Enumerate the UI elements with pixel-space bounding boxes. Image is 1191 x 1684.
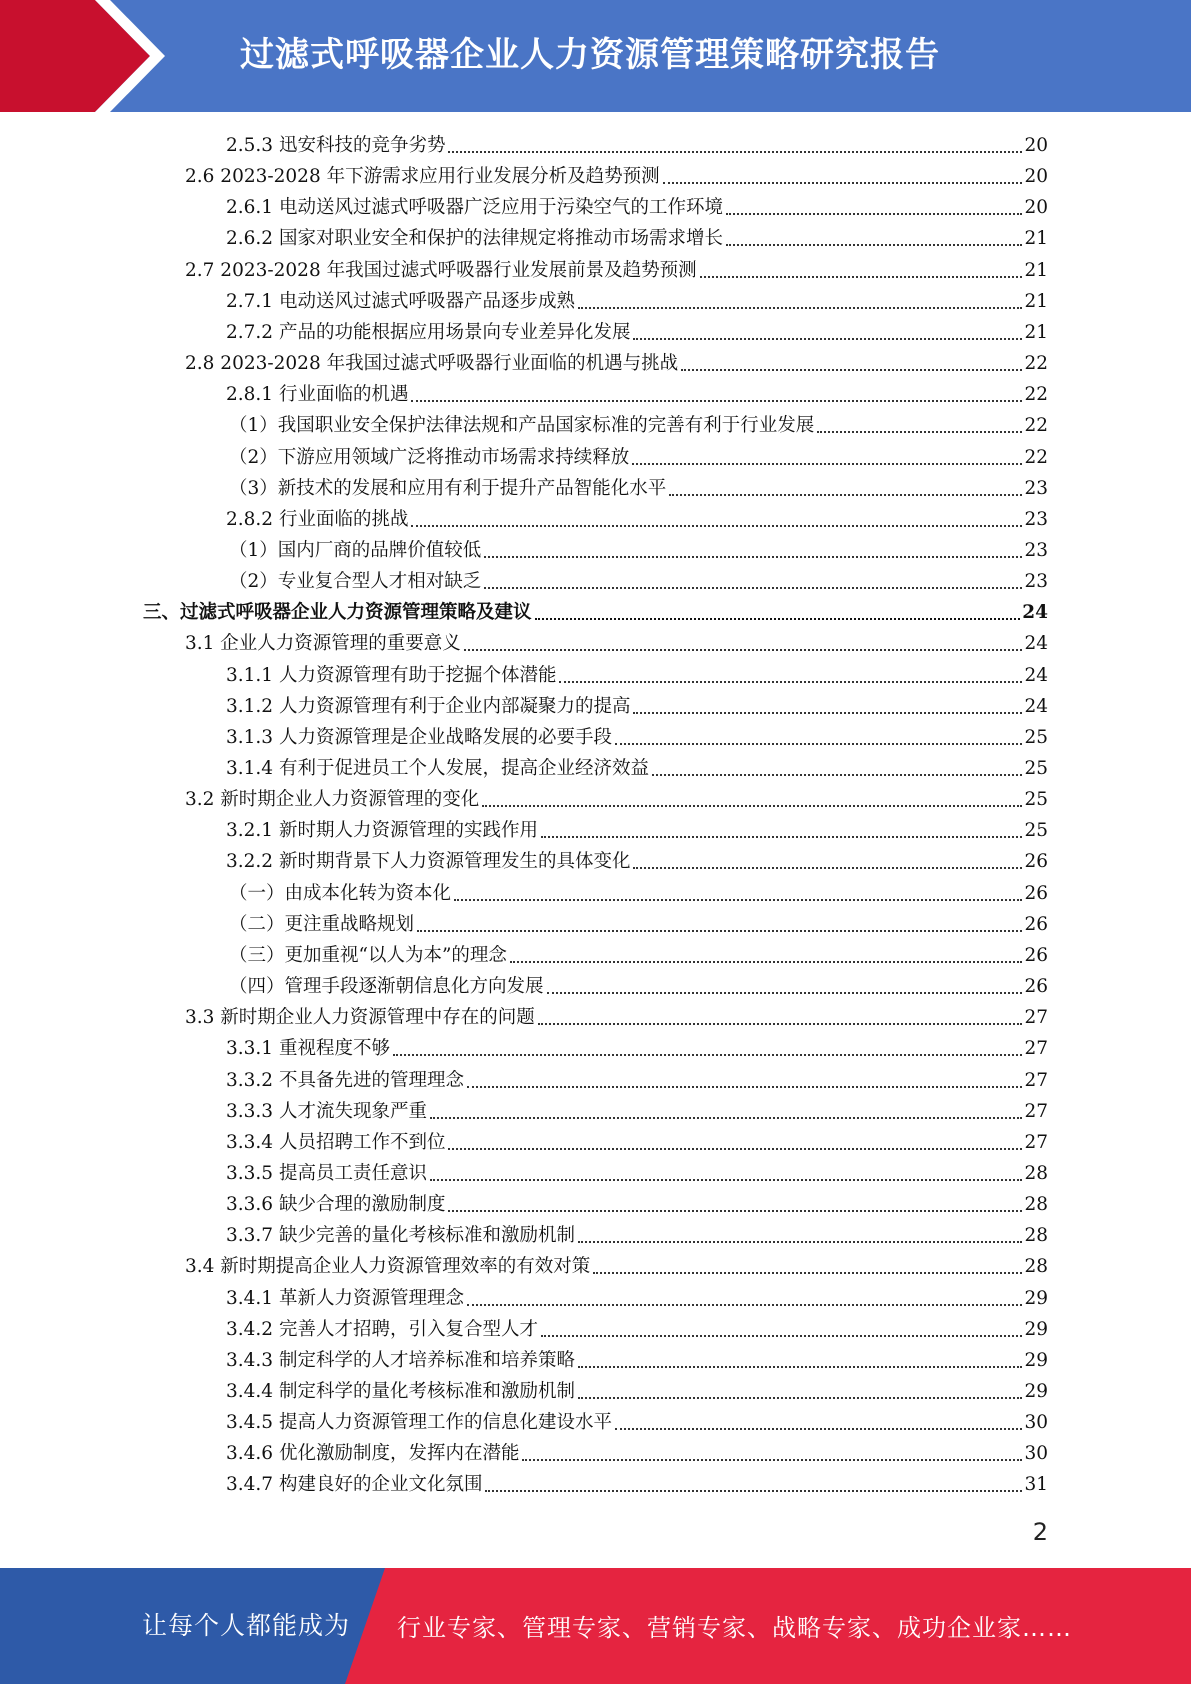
- toc-dot-leader: [633, 867, 1022, 869]
- toc-entry-title: （四）管理手段逐渐朝信息化方向发展: [229, 976, 544, 998]
- toc-entry-page: 26: [1024, 944, 1048, 966]
- toc-entry-title: 3.3.1 重视程度不够: [226, 1038, 390, 1060]
- toc-entry-page: 23: [1024, 477, 1048, 499]
- toc-dot-leader: [652, 774, 1022, 776]
- toc-entry[interactable]: [226, 1280, 1048, 1311]
- toc-entry[interactable]: [226, 1030, 1048, 1061]
- toc-dot-leader: [510, 961, 1023, 963]
- toc-entry-title: （1）国内厂商的品牌价值较低: [229, 539, 482, 561]
- toc-entry[interactable]: [185, 999, 1048, 1030]
- toc-dot-leader: [726, 244, 1022, 246]
- toc-entry[interactable]: [226, 189, 1048, 220]
- toc-entry-page: 29: [1024, 1318, 1048, 1340]
- toc-dot-leader: [485, 1490, 1022, 1492]
- toc-dot-leader: [663, 182, 1023, 184]
- toc-entry[interactable]: [229, 563, 1048, 594]
- toc-entry-title: 3.3.6 缺少合理的激励制度: [226, 1194, 446, 1216]
- toc-entry[interactable]: [185, 1248, 1048, 1279]
- toc-entry-title: 2.7.1 电动送风过滤式呼吸器产品逐步成熟: [226, 290, 575, 312]
- toc-entry[interactable]: [229, 532, 1048, 563]
- toc-entry-title: 3.3.4 人员招聘工作不到位: [226, 1131, 446, 1153]
- toc-entry[interactable]: [143, 594, 1048, 625]
- toc-dot-leader: [633, 712, 1022, 714]
- toc-dot-leader: [578, 1366, 1022, 1368]
- toc-dot-leader: [578, 1241, 1022, 1243]
- toc-entry-page: 26: [1024, 882, 1048, 904]
- toc-dot-leader: [700, 276, 1023, 278]
- toc-entry[interactable]: [226, 283, 1048, 314]
- toc-entry-page: 23: [1024, 571, 1048, 593]
- toc-entry-title: 2.6.1 电动送风过滤式呼吸器广泛应用于污染空气的工作环境: [226, 197, 723, 219]
- toc-dot-leader: [448, 1210, 1022, 1212]
- toc-entry[interactable]: [226, 1435, 1048, 1466]
- toc-entry-page: 21: [1024, 321, 1048, 343]
- toc-dot-leader: [467, 1304, 1022, 1306]
- toc-entry[interactable]: [226, 1311, 1048, 1342]
- toc-dot-leader: [593, 1272, 1022, 1274]
- toc-entry[interactable]: [226, 657, 1048, 688]
- toc-entry-title: 3.3.7 缺少完善的量化考核标准和激励机制: [226, 1225, 575, 1247]
- toc-dot-leader: [482, 805, 1022, 807]
- toc-entry[interactable]: [229, 968, 1048, 999]
- toc-entry-title: 2.7 2023-2028 年我国过滤式呼吸器行业发展前景及趋势预测: [185, 259, 697, 281]
- toc-entry-title: 2.8.2 行业面临的挑战: [226, 508, 409, 530]
- toc-dot-leader: [817, 431, 1022, 433]
- toc-entry-page: 23: [1024, 539, 1048, 561]
- toc-entry-title: 3.3 新时期企业人力资源管理中存在的问题: [185, 1007, 535, 1029]
- toc-entry-title: 3.4.7 构建良好的企业文化氛围: [226, 1474, 483, 1496]
- toc-dot-leader: [411, 525, 1022, 527]
- toc-entry-page: 30: [1024, 1443, 1048, 1465]
- toc-dot-leader: [448, 151, 1022, 153]
- toc-entry[interactable]: [226, 1373, 1048, 1404]
- toc-entry[interactable]: [185, 345, 1048, 376]
- toc-entry[interactable]: [226, 750, 1048, 781]
- toc-entry-title: （3）新技术的发展和应用有利于提升产品智能化水平: [229, 477, 667, 499]
- toc-entry-title: 3.1.3 人力资源管理是企业战略发展的必要手段: [226, 726, 612, 748]
- toc-dot-leader: [669, 494, 1022, 496]
- toc-dot-leader: [417, 930, 1022, 932]
- toc-entry-title: 3.4 新时期提高企业人力资源管理效率的有效对策: [185, 1256, 591, 1278]
- toc-entry-title: 3.3.5 提高员工责任意识: [226, 1162, 427, 1184]
- toc-dot-leader: [484, 556, 1022, 558]
- toc-entry[interactable]: [229, 875, 1048, 906]
- toc-dot-leader: [454, 899, 1022, 901]
- toc-entry-page: 21: [1024, 228, 1048, 250]
- page-header: [0, 0, 1191, 112]
- toc-entry-title: 3.4.5 提高人力资源管理工作的信息化建设水平: [226, 1412, 612, 1434]
- toc-entry[interactable]: [229, 407, 1048, 438]
- toc-dot-leader: [522, 1459, 1022, 1461]
- toc-entry[interactable]: [226, 376, 1048, 407]
- toc-entry-title: （1）我国职业安全保护法律法规和产品国家标准的完善有利于行业发展: [229, 415, 815, 437]
- toc-dot-leader: [393, 1054, 1022, 1056]
- toc-dot-leader: [541, 1335, 1022, 1337]
- toc-entry-page: 29: [1024, 1349, 1048, 1371]
- toc-entry-page: 27: [1024, 1038, 1048, 1060]
- toc-dot-leader: [615, 1428, 1022, 1430]
- toc-entry[interactable]: [185, 625, 1048, 656]
- toc-dot-leader: [411, 400, 1022, 402]
- toc-entry[interactable]: [226, 501, 1048, 532]
- toc-entry-page: 22: [1024, 415, 1048, 437]
- toc-entry-title: 2.7.2 产品的功能根据应用场景向专业差异化发展: [226, 321, 631, 343]
- toc-dot-leader: [633, 338, 1022, 340]
- toc-entry[interactable]: [226, 1342, 1048, 1373]
- toc-entry[interactable]: [226, 127, 1048, 158]
- toc-entry-page: 23: [1024, 508, 1048, 530]
- toc-entry-page: 20: [1024, 197, 1048, 219]
- toc-entry-page: 24: [1024, 695, 1048, 717]
- toc-entry-title: 3.2.1 新时期人力资源管理的实践作用: [226, 820, 538, 842]
- toc-dot-leader: [535, 618, 1021, 620]
- toc-entry[interactable]: [185, 781, 1048, 812]
- toc-dot-leader: [430, 1179, 1022, 1181]
- toc-entry-page: 25: [1024, 789, 1048, 811]
- toc-entry-title: 3.4.3 制定科学的人才培养标准和培养策略: [226, 1349, 575, 1371]
- toc-entry[interactable]: [226, 1466, 1048, 1497]
- toc-entry[interactable]: [226, 688, 1048, 719]
- toc-dot-leader: [615, 743, 1022, 745]
- toc-entry-page: 24: [1022, 602, 1048, 624]
- toc-entry-title: 2.6.2 国家对职业安全和保护的法律规定将推动市场需求增长: [226, 228, 723, 250]
- toc-entry-title: （三）更加重视“以人为本”的理念: [229, 944, 507, 966]
- toc-entry-title: 3.4.2 完善人才招聘，引入复合型人才: [226, 1318, 538, 1340]
- report-title: 过滤式呼吸器企业人力资源管理策略研究报告: [240, 35, 940, 75]
- toc-entry-title: 3.1 企业人力资源管理的重要意义: [185, 633, 461, 655]
- toc-dot-leader: [547, 992, 1023, 994]
- toc-entry-page: 20: [1024, 135, 1048, 156]
- toc-entry-title: 2.6 2023-2028 年下游需求应用行业发展分析及趋势预测: [185, 166, 660, 188]
- footer-slogan-right: 行业专家、管理专家、营销专家、战略专家、成功企业家……: [397, 1614, 1072, 1642]
- toc-entry-title: （2）专业复合型人才相对缺乏: [229, 571, 482, 593]
- toc-entry[interactable]: [226, 1124, 1048, 1155]
- toc-entry[interactable]: [226, 1155, 1048, 1186]
- toc-entry-page: 27: [1024, 1069, 1048, 1091]
- toc-dot-leader: [578, 307, 1022, 309]
- toc-entry[interactable]: [229, 937, 1048, 968]
- toc-dot-leader: [681, 369, 1022, 371]
- toc-entry-title: （一）由成本化转为资本化: [229, 882, 452, 904]
- toc-entry-page: 27: [1024, 1131, 1048, 1153]
- toc-entry[interactable]: [226, 812, 1048, 843]
- toc-entry-page: 25: [1024, 758, 1048, 779]
- toc-entry-page: 26: [1024, 976, 1048, 998]
- toc-dot-leader: [467, 1086, 1022, 1088]
- toc-entry-page: 29: [1024, 1287, 1048, 1309]
- toc-dot-leader: [726, 213, 1022, 215]
- toc-entry-page: 28: [1024, 1256, 1048, 1278]
- toc-entry-page: 28: [1024, 1194, 1048, 1216]
- toc-entry-title: 3.3.3 人才流失现象严重: [226, 1100, 427, 1122]
- toc-entry-page: 20: [1024, 166, 1048, 188]
- toc-entry-title: （二）更注重战略规划: [229, 913, 415, 935]
- toc-entry[interactable]: [226, 1062, 1048, 1093]
- toc-entry-page: 27: [1024, 1007, 1048, 1029]
- toc-entry-title: 2.8 2023-2028 年我国过滤式呼吸器行业面临的机遇与挑战: [185, 353, 679, 375]
- toc-entry-page: 25: [1024, 726, 1048, 748]
- toc-entry[interactable]: [229, 439, 1048, 470]
- toc-entry[interactable]: [226, 1404, 1048, 1435]
- toc-entry-title: 3.1.1 人力资源管理有助于挖掘个体潜能: [226, 664, 557, 686]
- toc-dot-leader: [538, 1023, 1023, 1025]
- toc-entry[interactable]: [185, 252, 1048, 283]
- toc-entry-title: 3.4.6 优化激励制度，发挥内在潜能: [226, 1443, 520, 1465]
- toc-dot-leader: [448, 1148, 1022, 1150]
- toc-entry[interactable]: [185, 158, 1048, 189]
- toc-entry[interactable]: [226, 1186, 1048, 1217]
- toc-entry-page: 22: [1024, 446, 1048, 468]
- toc-entry-page: 24: [1024, 633, 1048, 655]
- toc-dot-leader: [464, 649, 1023, 651]
- toc-entry[interactable]: [229, 470, 1048, 501]
- toc-entry-title: 3.2.2 新时期背景下人力资源管理发生的具体变化: [226, 851, 631, 873]
- toc-entry-title: 2.8.1 行业面临的机遇: [226, 384, 409, 406]
- page-footer: [0, 1568, 1191, 1684]
- toc-entry-page: 26: [1024, 913, 1048, 935]
- page-number: 2: [1032, 1518, 1048, 1546]
- toc-dot-leader: [541, 836, 1022, 838]
- toc-entry-page: 30: [1024, 1412, 1048, 1434]
- toc-entry[interactable]: [226, 843, 1048, 874]
- toc-entry-page: 29: [1024, 1381, 1048, 1402]
- toc-entry-page: 22: [1024, 353, 1048, 375]
- toc-entry-title: 3.4.4 制定科学的量化考核标准和激励机制: [226, 1381, 575, 1402]
- toc-entry[interactable]: [226, 1217, 1048, 1248]
- toc-entry[interactable]: [226, 314, 1048, 345]
- toc-entry-title: 3.1.2 人力资源管理有利于企业内部凝聚力的提高: [226, 695, 631, 717]
- toc-dot-leader: [430, 1117, 1022, 1119]
- toc-dot-leader: [484, 587, 1022, 589]
- toc-dot-leader: [632, 463, 1022, 465]
- toc-entry-page: 31: [1024, 1474, 1048, 1496]
- toc-entry-page: 24: [1024, 664, 1048, 686]
- toc-entry-title: （2）下游应用领域广泛将推动市场需求持续释放: [229, 446, 630, 468]
- toc-entry-page: 28: [1024, 1225, 1048, 1247]
- toc-entry-title: 3.4.1 革新人力资源管理理念: [226, 1287, 464, 1309]
- toc-entry-title: 3.2 新时期企业人力资源管理的变化: [185, 789, 480, 811]
- toc-dot-leader: [559, 681, 1022, 683]
- toc-entry-title: 三、过滤式呼吸器企业人力资源管理策略及建议: [143, 602, 532, 624]
- toc-entry-page: 28: [1024, 1162, 1048, 1184]
- toc-entry-page: 27: [1024, 1100, 1048, 1122]
- toc-entry-page: 26: [1024, 851, 1048, 873]
- footer-slogan-left: 让每个人都能成为: [142, 1611, 351, 1640]
- toc-entry-page: 25: [1024, 820, 1048, 842]
- toc-entry-page: 22: [1024, 384, 1048, 406]
- toc-entry-page: 21: [1024, 259, 1048, 281]
- toc-entry-title: 2.5.3 迅安科技的竞争劣势: [226, 135, 446, 156]
- toc-entry[interactable]: [226, 719, 1048, 750]
- toc-entry[interactable]: [226, 1093, 1048, 1124]
- toc-dot-leader: [578, 1397, 1022, 1399]
- toc-entry-title: 3.3.2 不具备先进的管理理念: [226, 1069, 464, 1091]
- toc-entry[interactable]: [229, 906, 1048, 937]
- toc-entry-title: 3.1.4 有利于促进员工个人发展，提高企业经济效益: [226, 758, 649, 779]
- toc-entry-page: 21: [1024, 290, 1048, 312]
- toc-entry[interactable]: [226, 220, 1048, 251]
